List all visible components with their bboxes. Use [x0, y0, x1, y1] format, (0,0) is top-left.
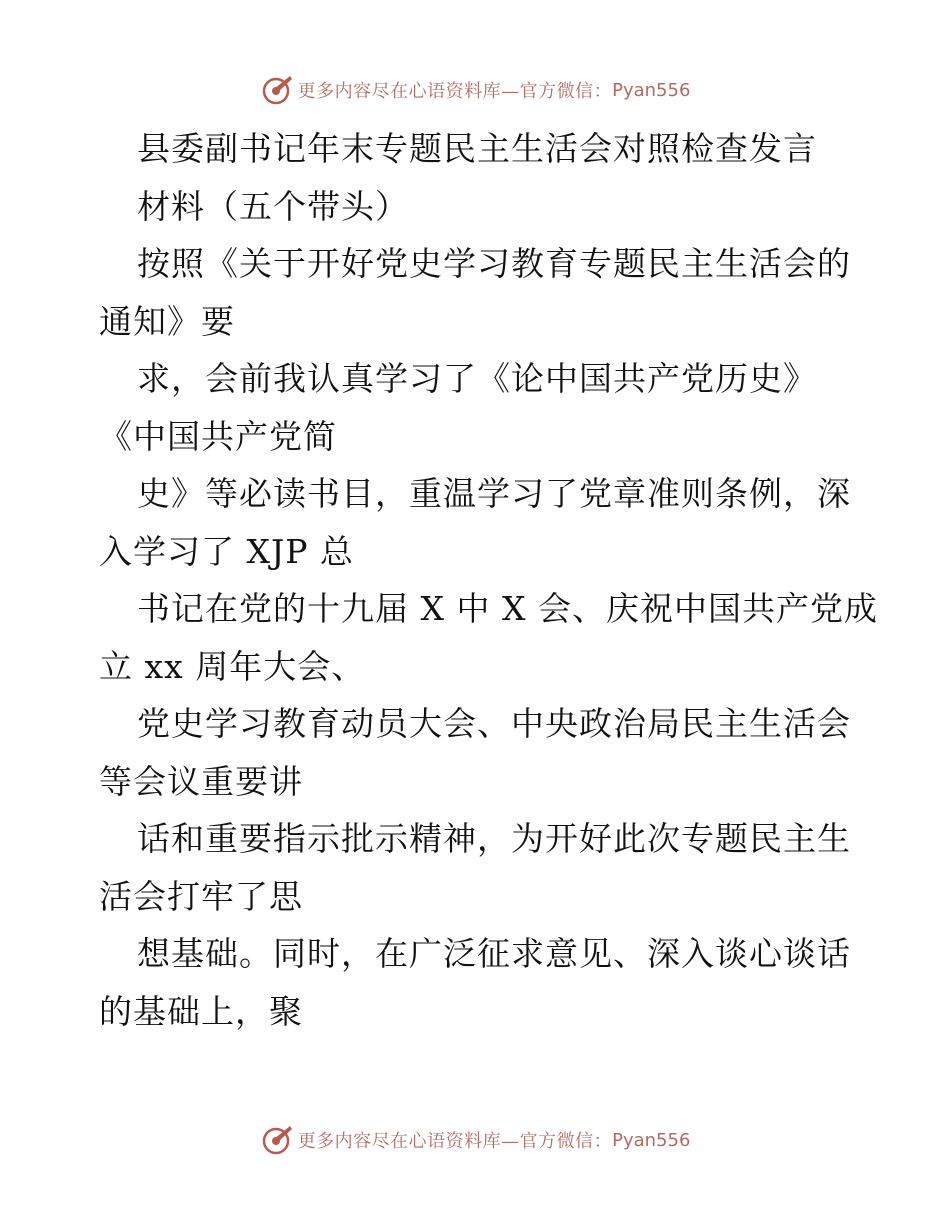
body-line: 想基础。同时，在广泛征求意见、深入谈心谈话 [137, 934, 851, 973]
body-line: 通知》要 [99, 301, 235, 341]
body-line: 史》等必读书目，重温学习了党章准则条例，深 [137, 474, 851, 513]
document-body [99, 120, 878, 1040]
footer-wechat-id: Pyan556 [612, 1129, 691, 1151]
body-line: 求，会前我认真学习了《论中国共产党历史》 [137, 359, 817, 398]
body-line: 书记在党的十九届 X 中 X 会、庆祝中国共产党成 [137, 589, 878, 628]
title-line-1: 县委副书记年末专题民主生活会对照检查发言 [137, 129, 817, 168]
pen-nib-logo-icon [260, 1123, 294, 1157]
body-line: 话和重要指示批示精神，为开好此次专题民主生 [137, 819, 851, 858]
body-line: 《中国共产党简 [99, 416, 337, 456]
body-line: 活会打牢了思 [99, 876, 303, 916]
body-line: 党史学习教育动员大会、中央政治局民主生活会 [137, 704, 851, 743]
header-banner [0, 70, 950, 110]
body-line: 立 xx 周年大会、 [99, 646, 366, 686]
header-wechat-id: Pyan556 [612, 79, 691, 101]
footer-text: 更多内容尽在心语资料库—官方微信： [297, 1131, 613, 1152]
body-line: 入学习了 XJP 总 [99, 531, 354, 571]
header-text: 更多内容尽在心语资料库—官方微信： [297, 81, 613, 102]
footer-banner [0, 1120, 950, 1160]
pen-nib-logo-icon [260, 73, 294, 107]
body-line: 按照《关于开好党史学习教育专题民主生活会的 [137, 244, 851, 283]
body-line: 的基础上，聚 [99, 991, 303, 1031]
body-line: 等会议重要讲 [99, 761, 303, 801]
title-line-2: 材料（五个带头） [137, 186, 409, 226]
